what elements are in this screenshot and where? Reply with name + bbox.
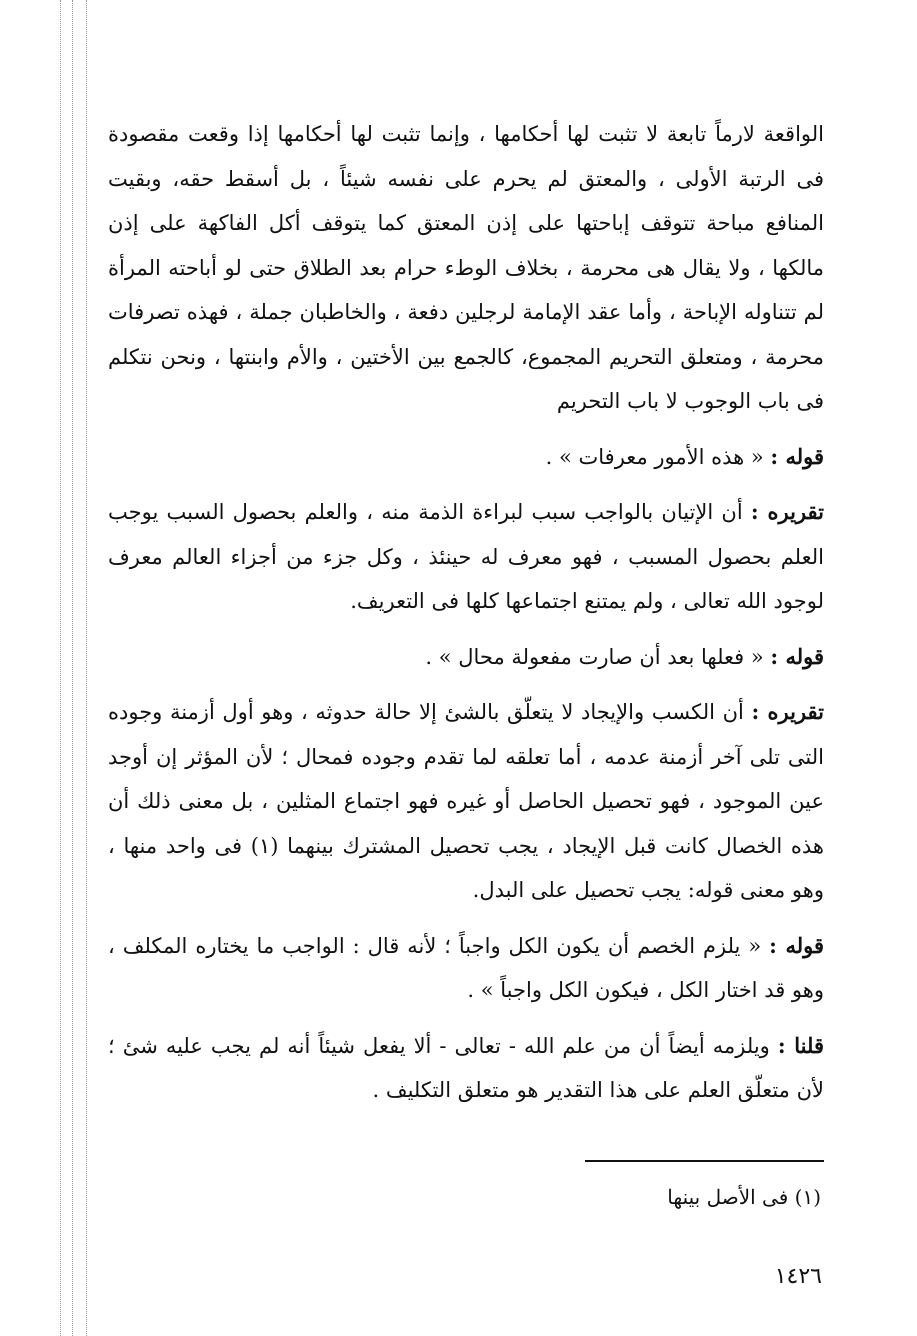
paragraph-lead: تقريره : xyxy=(751,699,824,724)
paragraph xyxy=(108,490,824,624)
scan-edge-line xyxy=(86,0,87,1336)
paragraph-text: « فعلها بعد أن صارت مفعولة محال » . xyxy=(425,644,771,669)
paragraph-text: أن الكسب والإيجاد لا يتعلّق بالشئ إلا حالة حدوثه ، وهو أول أزمنة وجوده التى تلى آخر أزمنة عدمه ، أما تعلقه لما تقدم وجوده فمحال ؛ لأن المؤثر إن أوجد عين الموجود ، فهو تحصيل الحاصل أو غيره فهو اجتماع المثلين ، بل معنى ذلك أن هذه الخصال كانت قبل الإيجاد ، يجب تحصيل المشترك بينهما (١) فى واحد منها ، وهو معنى قوله: يجب تحصيل على البدل. xyxy=(108,700,824,902)
paragraph-text: « هذه الأمور معرفات » . xyxy=(545,444,771,469)
paragraph-text: الواقعة لارماً تابعة لا تثبت لها أحكامها ، وإنما تثبت لها أحكامها إذا وقعت مقصودة فى الرتبة الأولى ، والمعتق لم يحرم على نفسه شيئاً ، بل أسقط حقه، وبقيت المنافع مباحة تتوقف إباحتها على إذن المعتق كما يتوقف أكل الفاكهة على إذن مالكها ، ولا يقال هى محرمة ، بخلاف الوطء حرام بعد الطلاق حتى لو أباحته المرأة لم تتناوله الإباحة ، وأما عقد الإمامة لرجلين دفعة ، والخاطبان جملة ، فهذه تصرفات محرمة ، ومتعلق التحريم المجموع، كالجمع بين الأختين ، والأم وابنتها ، ونحن نتكلم فى باب الوجوب لا باب التحريم xyxy=(108,122,824,413)
footnote: (١) فى الأصل بينها xyxy=(667,1185,821,1209)
paragraph-lead: قوله : xyxy=(769,932,825,958)
paragraph xyxy=(108,924,824,1013)
paragraph-lead: قوله : xyxy=(770,643,824,669)
paragraph xyxy=(108,690,824,913)
paragraph xyxy=(108,112,824,424)
scan-edge-line xyxy=(72,0,73,1336)
paragraph xyxy=(108,435,824,480)
paragraph-lead: تقريره : xyxy=(750,499,824,524)
book-page-text xyxy=(108,112,824,1113)
paragraph-lead: قوله : xyxy=(770,443,824,469)
scan-edge-line xyxy=(60,0,61,1336)
page-number: ١٤٢٦ xyxy=(774,1264,822,1289)
paragraph xyxy=(108,1024,824,1113)
footnote-divider xyxy=(585,1160,824,1162)
paragraph xyxy=(108,635,824,680)
paragraph-lead: قلنا : xyxy=(777,1032,824,1058)
paragraph-text: « يلزم الخصم أن يكون الكل واجباً ؛ لأنه قال : الواجب ما يختاره المكلف ، وهو قد اختار الكل ، فيكون الكل واجباً » . xyxy=(108,933,824,1002)
paragraph-text: أن الإتيان بالواجب سبب لبراءة الذمة منه ، والعلم بحصول السبب يوجب العلم بحصول المسبب ، فهو معرف له حينئذ ، وكل جزء من أجزاء العالم معرف لوجود الله تعالى ، ولم يمتنع اجتماعها كلها فى التعريف. xyxy=(108,500,824,613)
paragraph-text: ويلزمه أيضاً أن من علم الله - تعالى - ألا يفعل شيئاً أنه لم يجب عليه شئ ؛ لأن متعلّق العلم على هذا التقدير هو متعلق التكليف . xyxy=(108,1033,824,1102)
